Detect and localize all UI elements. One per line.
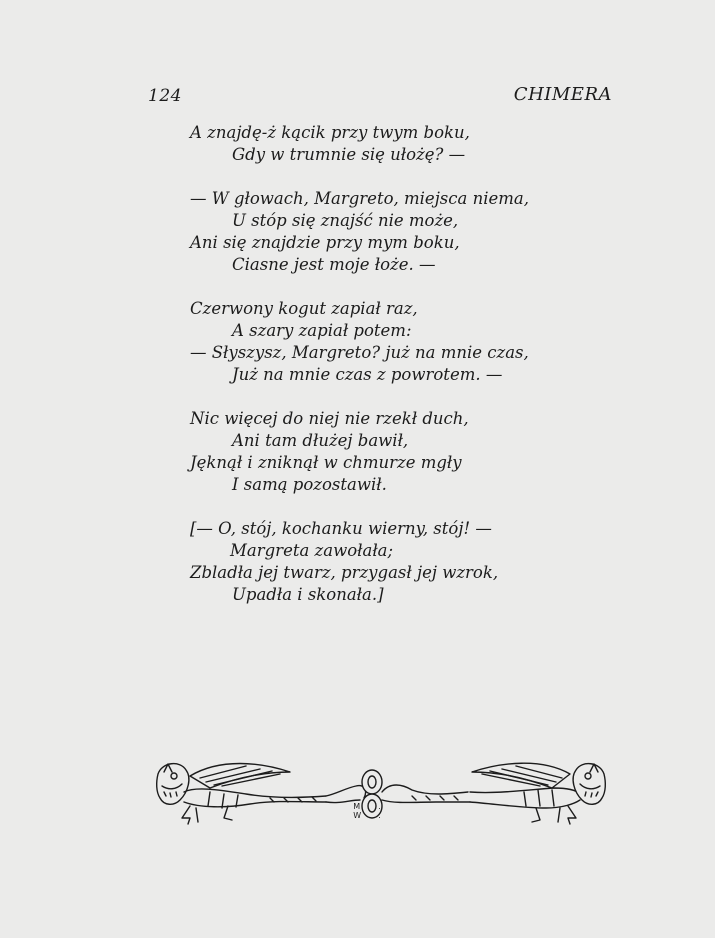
poem-line: U stóp się znajść nie może, (232, 211, 459, 230)
stanza-4 (0, 408, 715, 496)
stanza-2 (0, 188, 715, 276)
stanza-5 (0, 518, 715, 606)
poem-line: — Słyszysz, Margreto? już na mnie czas, (190, 343, 529, 362)
poem-line: Margreta zawołała; (230, 541, 394, 560)
poem-line: Zbladła jej twarz, przygasł jej wzrok, (190, 563, 499, 582)
poem-line: Ani tam dłużej bawił, (232, 431, 409, 450)
poem-line: Gdy w trumnie się ułożę? — (232, 145, 466, 164)
stanza-1 (0, 122, 715, 166)
poem-line: A szary zapiał potem: (232, 321, 412, 340)
stanza-3 (0, 298, 715, 386)
poem-line: Czerwony kogut zapiał raz, (190, 299, 418, 318)
poem-line: Ani się znajdzie przy mym boku, (190, 233, 460, 252)
poem-line: [— O, stój, kochanku wierny, stój! — (190, 519, 492, 538)
poem (0, 122, 715, 628)
poem-line: Jęknął i zniknął w chmurze mgły (190, 453, 462, 472)
poem-line: Nic więcej do niej nie rzekł duch, (190, 409, 469, 428)
poem-line: — W głowach, Margreto, miejsca niema, (190, 189, 529, 208)
poem-line: A znajdę-ż kącik przy twym boku, (190, 123, 470, 142)
page-number: 124 (148, 86, 182, 106)
poem-line: Już na mnie czas z powrotem. — (232, 365, 503, 384)
poem-line: Ciasne jest moje łoże. — (232, 255, 436, 274)
poem-line: Upadła i skonała.] (232, 585, 384, 604)
running-title: CHIMERA (513, 84, 612, 105)
monogram: M. W. (353, 802, 399, 820)
poem-line: I samą pozostawił. (232, 475, 387, 494)
dragon-ornament-icon (150, 752, 612, 842)
